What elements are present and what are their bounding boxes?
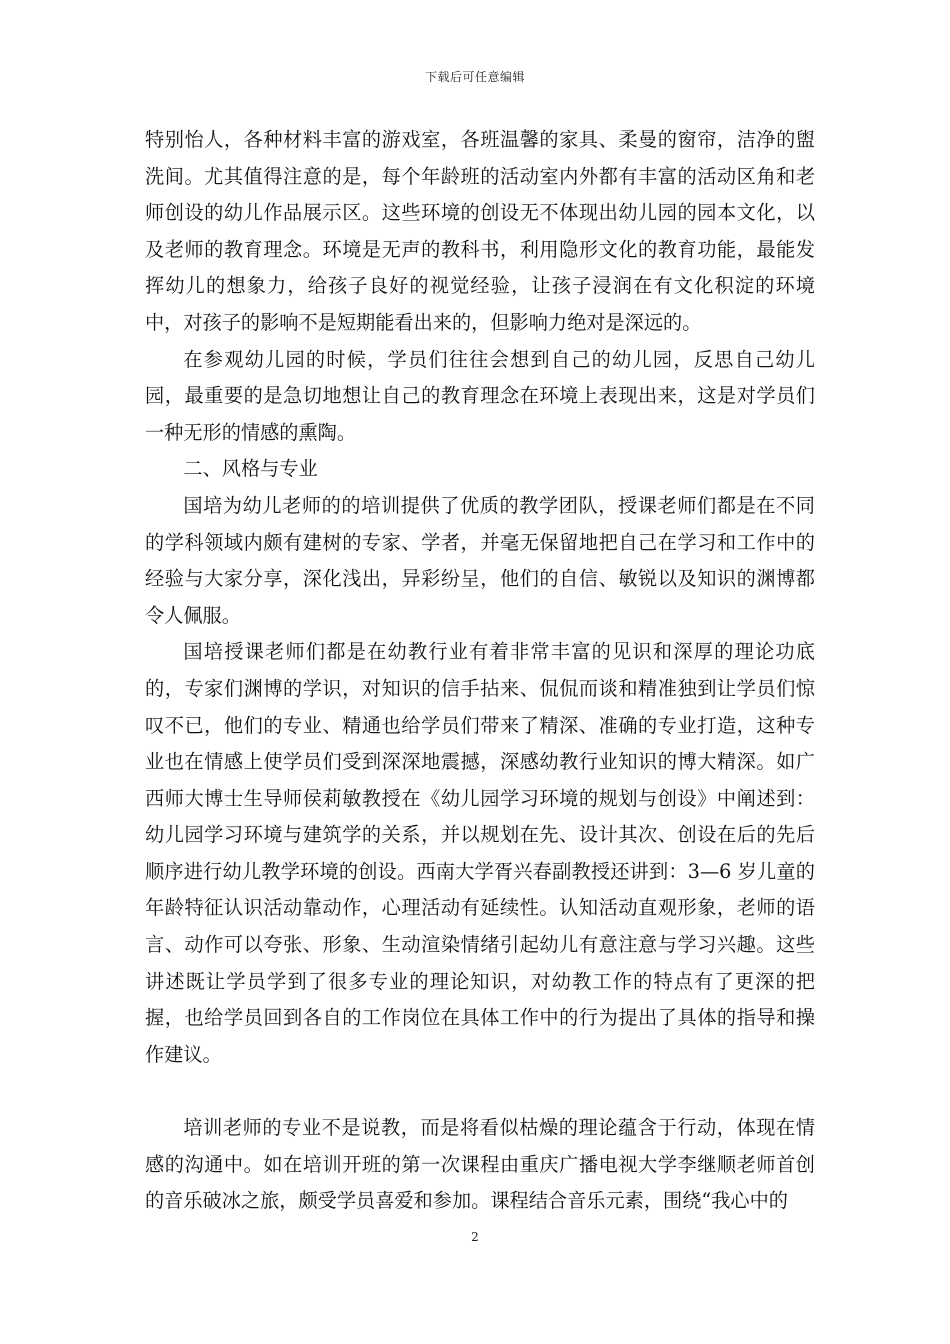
paragraph-trainer-practice: 培训老师的专业不是说教，而是将看似枯燥的理论蕴含于行动，体现在情感的沟通中。如在培训开班的第一次课程由重庆广播电视大学李继顺老师首创的音乐破冰之旅，颇受学员喜爱和参加。课程结合音乐元素，围绕“我心中的 bbox=[145, 1116, 815, 1213]
document-body bbox=[145, 122, 815, 1220]
section-heading-style-and-profession: 二、风格与专业 bbox=[183, 457, 318, 481]
page-header: 下载后可任意编辑 bbox=[424, 70, 525, 84]
paragraph-gap bbox=[145, 1073, 815, 1110]
page-number: 2 bbox=[471, 1230, 479, 1244]
paragraph-environment: 特别怡人，各种材料丰富的游戏室，各班温馨的家具、柔曼的窗帘，洁净的盥洗间。尤其值得注意的是，每个年龄班的活动室内外都有丰富的活动区角和老师创设的幼儿作品展示区。这些环境的创设无不体现出幼儿园的园本文化，以及老师的教育理念。环境是无声的教科书，利用隐形文化的教育功能，最能发挥幼儿的想象力，给孩子良好的视觉经验，让孩子浸润在有文化积淀的环境中，对孩子的影响不是短期能看出来的，但影响力绝对是深远的。 bbox=[145, 128, 815, 334]
paragraph-teaching-team: 国培为幼儿老师的的培训提供了优质的教学团队，授课老师们都是在不同的学科领域内颇有建树的专家、学者，并毫无保留地把自己在学习和工作中的经验与大家分享，深化浅出，异彩纷呈，他们的自信、敏锐以及知识的渊博都令人佩服。 bbox=[145, 493, 815, 627]
paragraph-visit-reflection: 在参观幼儿园的时候，学员们往往会想到自己的幼儿园，反思自己幼儿园，最重要的是急切地想让自己的教育理念在环境上表现出来，这是对学员们一种无形的情感的熏陶。 bbox=[145, 347, 815, 444]
paragraph-expert-knowledge: 国培授课老师们都是在幼教行业有着非常丰富的见识和深厚的理论功底的，专家们渊博的学识，对知识的信手拈来、侃侃而谈和精准独到让学员们惊叹不已，他们的专业、精通也给学员们带来了精深、准确的专业打造，这种专业也在情感上使学员们受到深深地震撼，深感幼教行业知识的博大精深。如广西师大博士生导师侯莉敏教授在《幼儿园学习环境的规划与创设》中阐述到：幼儿园学习环境与建筑学的关系，并以规划在先、设计其次、创设在后的先后顺序进行幼儿教学环境的创设。西南大学胥兴春副教授还讲到：3—6 岁儿童的年龄特征认识活动靠动作，心理活动有延续性。认知活动直观形象，老师的语言、动作可以夸张、形象、生动渲染情绪引起幼儿有意注意与学习兴趣。这些讲述既让学员学到了很多专业的理论知识，对幼教工作的特点有了更深的把握，也给学员回到各自的工作岗位在具体工作中的行为提出了具体的指导和操作建议。 bbox=[145, 640, 815, 1066]
